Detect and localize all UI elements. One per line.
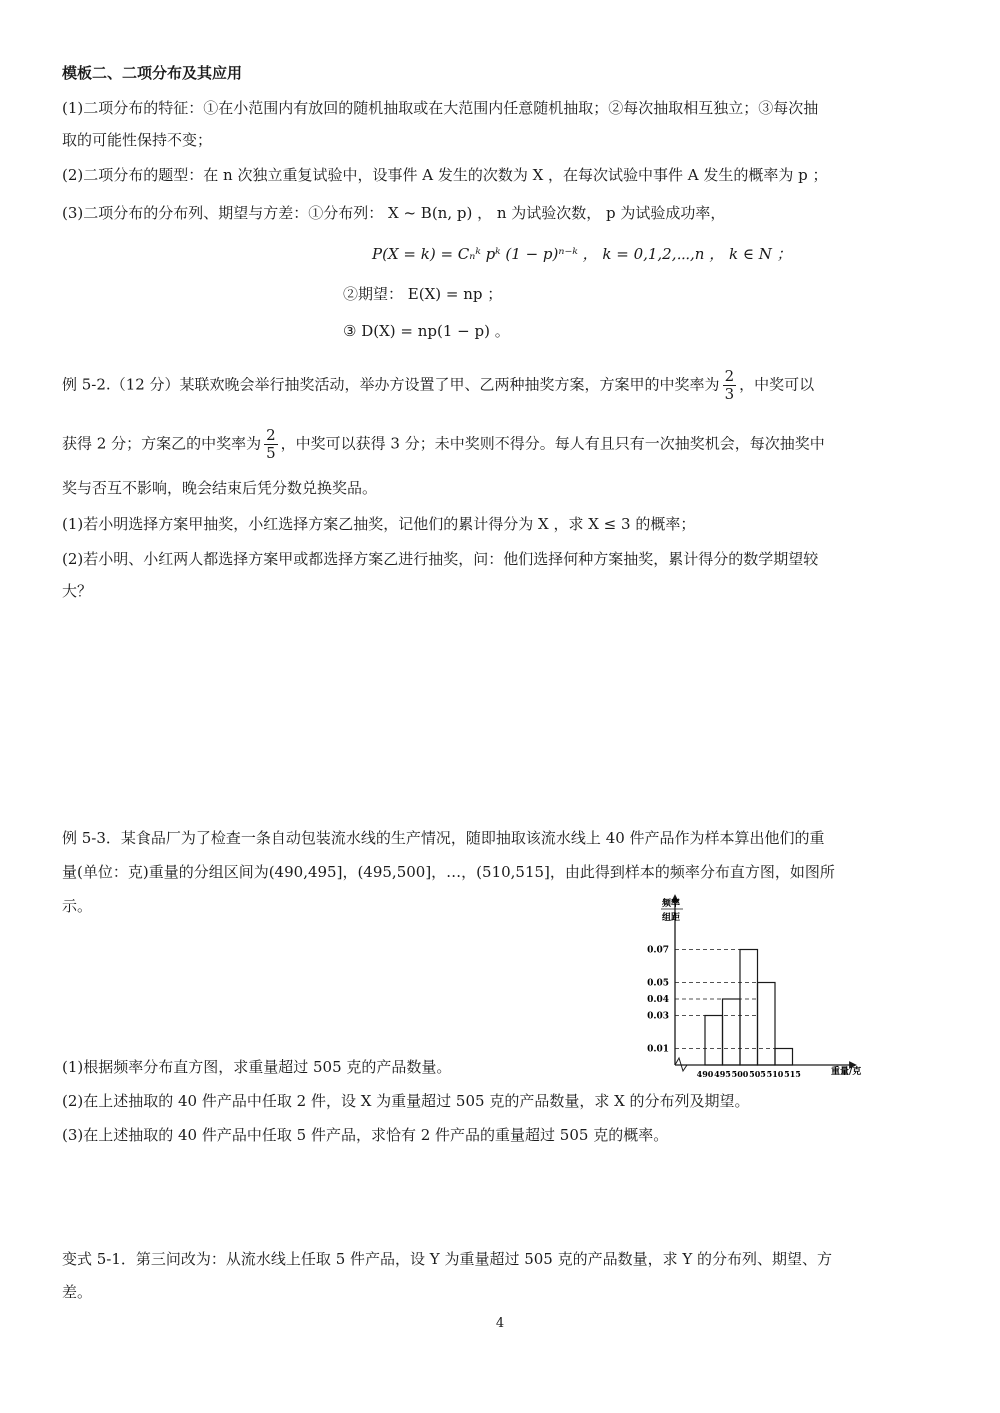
x-tick-labels	[697, 1069, 801, 1079]
feature-line-1: (1)二项分布的特征：①在小范围内有放回的随机抽取或在大范围内任意随机抽取；②每次抽取相互独立；③每次抽	[62, 99, 819, 117]
question-type-line: (2)二项分布的题型：在 n 次独立重复试验中，设事件 A 发生的次数为 X ，在每次试验中事件 A 发生的概率为 p ；	[62, 166, 828, 184]
example-5-2-question-2b: 大？	[62, 582, 93, 600]
histogram-bar	[758, 983, 776, 1066]
y-tick-label: 0.07	[647, 945, 669, 956]
example-5-2-text-c: 获得 2 分；方案乙的中奖率为	[62, 434, 262, 453]
distribution-line: (3)二项分布的分布列、期望与方差：①分布列： X ~ B(n, p) ， n 为试验次数， p 为试验成功率，	[62, 204, 726, 222]
fraction-denominator: 5	[266, 444, 276, 462]
example-5-2-text-a: 例 5-2.（12 分）某联欢晚会举行抽奖活动，举办方设置了甲、乙两种抽奖方案，方案甲的中奖率为	[62, 375, 720, 394]
example-5-2-question-2a: (2)若小明、小红两人都选择方案甲或都选择方案乙进行抽奖，问：他们选择何种方案抽奖，累计得分的数学期望较	[62, 550, 819, 568]
example-5-2-text-b: ，中奖可以	[739, 375, 815, 394]
y-label-top: 频率	[662, 899, 681, 909]
variant-5-1-line-1: 变式 5-1．第三问改为：从流水线上任取 5 件产品，设 Y 为重量超过 505 克的产品数量，求 Y 的分布列、期望、方	[62, 1250, 833, 1268]
histogram-bars	[705, 950, 793, 1066]
expectation-formula: ②期望： E(X) = np ；	[343, 285, 503, 303]
page-number: 4	[495, 1316, 505, 1331]
section-title: 模板二、二项分布及其应用	[62, 64, 243, 82]
x-tick-label: 495	[714, 1069, 731, 1079]
x-tick-label: 490	[696, 1069, 714, 1079]
y-tick-label: 0.03	[647, 1011, 669, 1022]
histogram-bar	[705, 1016, 723, 1066]
example-5-3-line-1: 例 5-3．某食品厂为了检查一条自动包装流水线的生产情况，随即抽取该流水线上 40 件产品作为样本算出他们的重	[62, 829, 825, 847]
fraction-numerator: 2	[724, 367, 735, 385]
y-tick-label: 0.01	[647, 1044, 669, 1055]
fraction-two-fifths	[264, 427, 278, 462]
histogram-bar	[723, 999, 741, 1065]
example-5-2-line-3: 奖与否互不影响，晚会结束后凭分数兑换奖品。	[62, 479, 378, 497]
example-5-3-question-3: (3)在上述抽取的 40 件产品中任取 5 件产品，求恰有 2 件产品的重量超过 505 克的概率。	[62, 1126, 669, 1144]
histogram-bar	[740, 950, 758, 1066]
frequency-histogram	[625, 893, 880, 1088]
y-label-bottom: 组距	[662, 913, 681, 923]
histogram-bar	[775, 1049, 793, 1066]
fraction-two-thirds	[723, 368, 737, 403]
fraction-denominator: 3	[724, 385, 735, 403]
y-tick-label: 0.05	[647, 978, 669, 989]
example-5-3-question-1: (1)根据频率分布直方图，求重量超过 505 克的产品数量。	[62, 1058, 452, 1076]
example-5-3-line-3: 示。	[62, 897, 93, 915]
example-5-2-question-1: (1)若小明选择方案甲抽奖，小红选择方案乙抽奖，记他们的累计得分为 X ，求 X ≤ 3 的概率；	[62, 515, 696, 533]
x-tick-label: 505	[749, 1069, 766, 1079]
feature-line-2: 取的可能性保持不变；	[62, 131, 213, 149]
x-tick-label: 515	[784, 1069, 801, 1079]
x-axis-label: 重量/克	[831, 1067, 862, 1077]
pmf-formula: P(X = k) = Cₙᵏ pᵏ (1 − p)ⁿ⁻ᵏ ， k = 0,1,2,⋯,n ， k ∈ N ；	[372, 245, 792, 263]
variance-formula: ③ D(X) = np(1 − p) 。	[343, 322, 510, 340]
x-tick-label: 500	[731, 1069, 749, 1079]
example-5-2-line-2	[62, 427, 825, 462]
y-tick-labels	[647, 946, 669, 1055]
y-tick-label: 0.04	[647, 995, 669, 1005]
example-5-2-line-1	[62, 368, 814, 403]
fraction-numerator: 2	[266, 426, 276, 444]
x-tick-label: 510	[766, 1069, 784, 1079]
example-5-3-line-2: 量(单位：克)重量的分组区间为(490,495]，(495,500]，…，(510,515]，由此得到样本的频率分布直方图，如图所	[62, 863, 835, 881]
variant-5-1-line-2: 差。	[62, 1283, 93, 1301]
example-5-2-text-d: ，中奖可以获得 3 分；未中奖则不得分。每人有且只有一次抽奖机会，每次抽奖中	[280, 434, 825, 453]
example-5-3-question-2: (2)在上述抽取的 40 件产品中任取 2 件，设 X 为重量超过 505 克的产品数量，求 X 的分布列及期望。	[62, 1092, 750, 1110]
